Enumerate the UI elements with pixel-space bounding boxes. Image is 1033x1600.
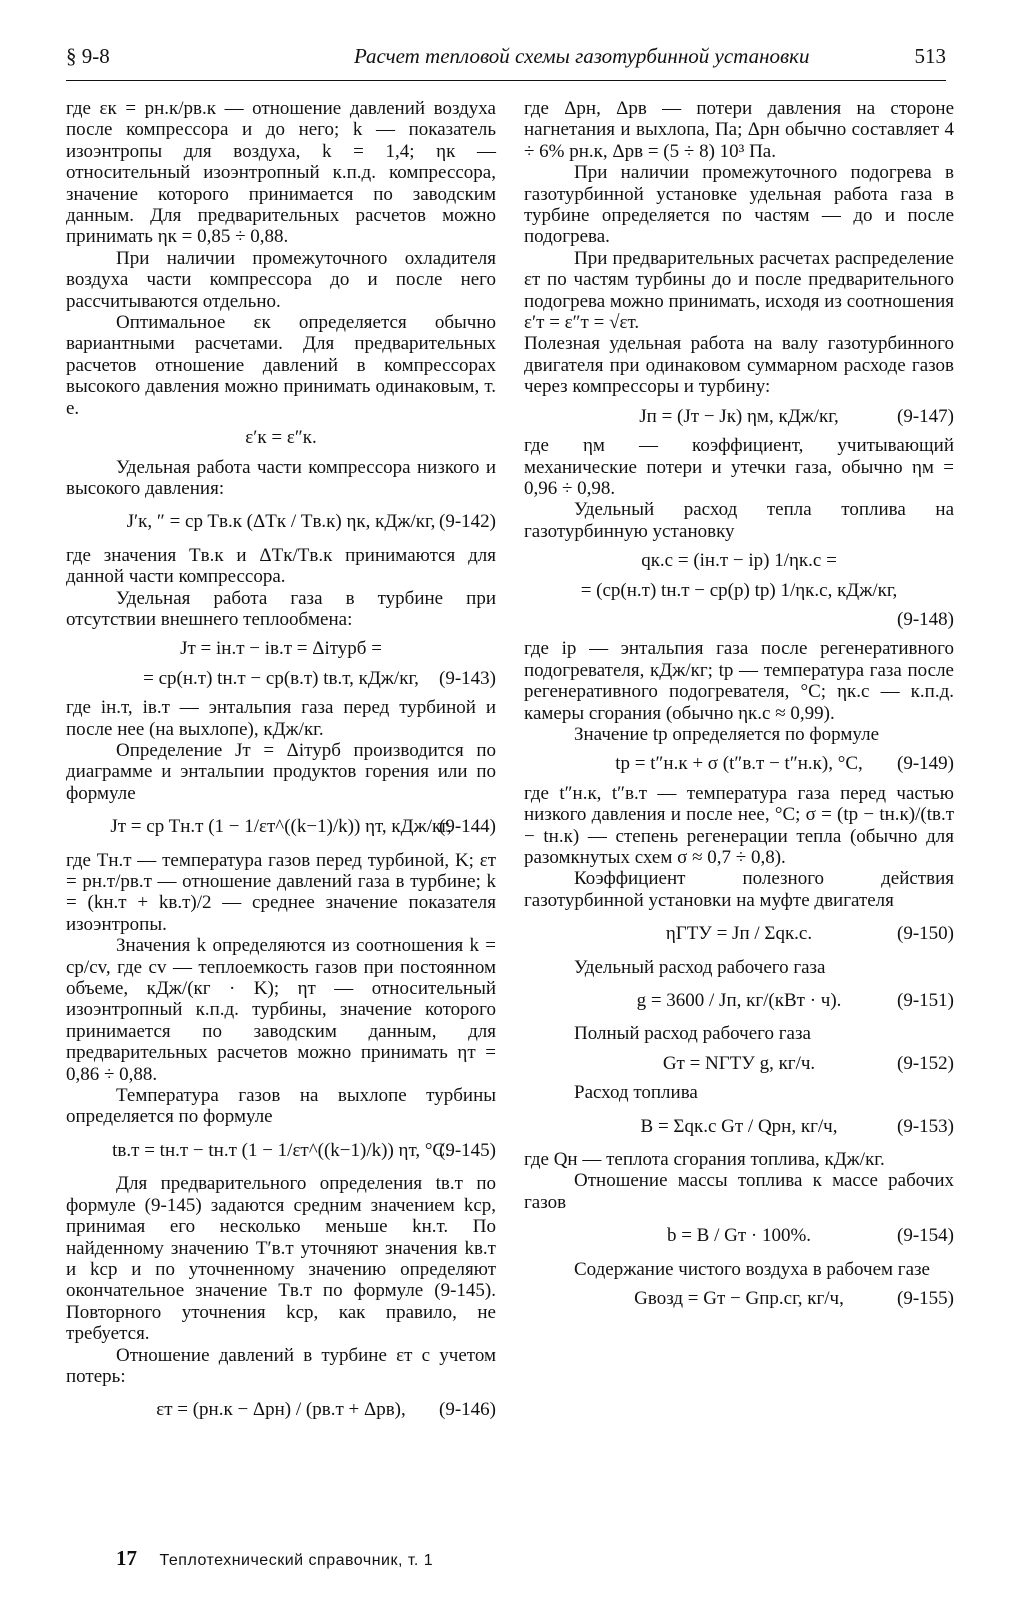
formula-text: Jт = iн.т − iв.т = Δiтурб =: [180, 638, 382, 660]
formula-number: (9-142): [439, 511, 496, 533]
formula-9-144: [66, 816, 496, 837]
formula-9-148-number-row: [524, 609, 954, 630]
paragraph: где ηм — коэффициент, учитывающий механические потери и утечки газа, обычно ηм = 0,96 ÷ 0,98.: [524, 435, 954, 499]
formula-9-143b: [66, 668, 496, 689]
formula-number: (9-152): [897, 1052, 954, 1074]
formula-9-155: [524, 1288, 954, 1309]
formula-9-153: [524, 1116, 954, 1137]
paragraph: Полный расход рабочего газа: [574, 1023, 811, 1045]
formula-number: (9-143): [439, 667, 496, 689]
formula-text: J′к, ″ = cp Tв.к (ΔTк / Tв.к) ηк, кДж/кг,: [126, 511, 436, 533]
formula-text: ε′к = ε″к.: [245, 427, 317, 449]
book-title: Теплотехнический справочник, т. 1: [159, 1552, 434, 1569]
page-footer: [116, 1546, 433, 1571]
formula-text: = (cp(н.т) tн.т − cp(р) tр) 1/ηк.с, кДж/кг,: [580, 579, 898, 601]
paragraph: Температура газов на выхлопе турбины определяется по формуле: [66, 1085, 496, 1128]
paragraph: Коэффициент полезного действия газотурбинной установки на муфте двигателя: [524, 868, 954, 911]
formula-number: (9-148): [897, 608, 954, 630]
paragraph: где Tн.т — температура газов перед турбиной, K; εт = pн.т/pв.т — отношение давлений газа в турбине; k = (kн.т + kв.т)/2 — среднее значение показателя изоэнтропы.: [66, 849, 496, 935]
paragraph: где iр — энтальпия газа после регенеративного подогревателя, кДж/кг; tр — температура газа после регенеративного подогревателя, °C; ηк.с — к.п.д. камеры сгорания (обычно ηк.с ≈ 0,99).: [524, 638, 954, 724]
paragraph: При предварительных расчетах распределение εт по частям турбины до и после предварительного подогрева можно принимать, исходя из соотношения ε′т = ε″т = √εт.: [524, 247, 954, 334]
formula-number: (9-154): [897, 1225, 954, 1247]
formula-number: (9-144): [439, 816, 496, 838]
formula-text: qк.с = (iн.т − iр) 1/ηк.с =: [641, 550, 837, 572]
formula-9-150: [524, 923, 954, 944]
paragraph: Для предварительного определения tв.т по формуле (9-145) задаются средним значением kср, принимая его несколько меньше kн.т. По найденному значению T′в.т уточняют значения kв.т и kср и по уточненному значению определяют окончательное значение Tв.т по формуле (9-145). Повторного уточнения kср, как правило, не требуется.: [66, 1173, 496, 1345]
formula-9-143a: [66, 638, 496, 659]
paragraph: где t″н.к, t″в.т — температура газа перед частью низкого давления и после нее, °C; σ = (tр − tн.к)/(tв.т − tн.к) — степень регенерации тепла (обычно для разомкнутых схем σ ≈ 0,7 ÷ 0,8).: [524, 782, 954, 868]
paragraph: где iн.т, iв.т — энтальпия газа перед турбиной и после нее (на выхлопе), кДж/кг.: [66, 697, 496, 740]
formula-number: (9-153): [897, 1115, 954, 1137]
paragraph: Удельный расход тепла топлива на газотурбинную установку: [524, 499, 954, 542]
paragraph: где εк = pн.к/pв.к — отношение давлений воздуха после компрессора и до него; k — показатель изоэнтропы для воздуха, k = 1,4; ηк — относительный изоэнтропный к.п.д. компрессора, значение которого принимается по заводским данным. Для предварительных расчетов можно принимать ηк = 0,85 ÷ 0,88.: [66, 98, 496, 248]
formula-9-147: [524, 406, 954, 427]
paragraph: При наличии промежуточного подогрева в газотурбинной установке удельная работа газа в турбине определяется по частям — до и после подогрева.: [524, 162, 954, 248]
formula-text: Jп = (Jт − Jк) ηм, кДж/кг,: [639, 405, 839, 427]
formula-9-148a: [524, 550, 954, 571]
formula-eq: [66, 427, 496, 448]
section-number: § 9-8: [66, 44, 110, 68]
paragraph: При наличии промежуточного охладителя воздуха части компрессора до и после него рассчитываются отдельно.: [66, 247, 496, 312]
formula-text: εт = (pн.к − Δpн) / (pв.т + Δpв),: [156, 1399, 406, 1421]
formula-number: (9-150): [897, 923, 954, 945]
formula-text: B = Σqк.с Gт / Qрн, кг/ч,: [640, 1115, 838, 1137]
paragraph: Содержание чистого воздуха в рабочем газе: [574, 1258, 930, 1280]
paragraph: Полезная удельная работа на валу газотурбинного двигателя при одинаковом суммарном расходе газов через компрессоры и турбину:: [524, 333, 954, 398]
formula-text: tр = t″н.к + σ (t″в.т − t″н.к), °C,: [615, 753, 863, 775]
running-title: Расчет тепловой схемы газотурбинной установки: [354, 44, 810, 68]
formula-text: ηГТУ = Jп / Σqк.с.: [665, 923, 813, 945]
paragraph: Оптимальное εк определяется обычно вариантными расчетами. Для предварительных расчетов отношение давлений в компрессорах высокого давления можно принимать одинаковым, т. е.: [66, 312, 496, 419]
page-header: [66, 38, 946, 78]
formula-9-142: [66, 511, 496, 532]
paragraph: Удельный расход рабочего газа: [574, 956, 826, 978]
formula-number: (9-155): [897, 1288, 954, 1310]
paragraph: Удельная работа части компрессора низкого и высокого давления:: [66, 456, 496, 499]
formula-text: Gт = NГТУ g, кг/ч.: [662, 1052, 816, 1074]
formula-9-145: [66, 1140, 496, 1161]
page-number: 513: [914, 44, 946, 68]
formula-text: Gвозд = Gт − Gпр.сг, кг/ч,: [634, 1288, 844, 1310]
paragraph: где значения Tв.к и ΔTк/Tв.к принимаются для данной части компрессора.: [66, 544, 496, 588]
paragraph: Определение Jт = Δiтурб производится по диаграмме и энтальпии продуктов горения или по формуле: [66, 739, 496, 804]
paragraph: Значения k определяются из соотношения k = cp/cv, где cv — теплоемкость газов при постоянном объеме, кДж/(кг · K); ηт — относительный изоэнтропный к.п.д. турбины, значение которого принимается по заводским данным, для предварительных расчетов можно принимать ηт = 0,86 ÷ 0,88.: [66, 935, 496, 1085]
right-column: [524, 98, 954, 1318]
paragraph: Расход топлива: [574, 1082, 698, 1104]
formula-9-149: [524, 753, 954, 774]
formula-number: (9-145): [439, 1139, 496, 1161]
paragraph: где Qн — теплота сгорания топлива, кДж/кг.: [524, 1149, 885, 1171]
formula-9-146: [66, 1399, 496, 1420]
formula-number: (9-147): [897, 405, 954, 427]
paragraph: Удельная работа газа в турбине при отсутствии внешнего теплообмена:: [66, 587, 496, 630]
formula-text: g = 3600 / Jп, кг/(кВт · ч).: [636, 990, 842, 1012]
formula-text: = cp(н.т) tн.т − cp(в.т) tв.т, кДж/кг,: [143, 667, 419, 689]
left-column: [66, 98, 496, 1433]
signature-number: 17: [116, 1546, 137, 1570]
paragraph: где Δpн, Δpв — потери давления на стороне нагнетания и выхлопа, Па; Δpн обычно составляет 4 ÷ 6% pн.к, Δpв = (5 ÷ 8) 10³ Па.: [524, 98, 954, 162]
formula-9-154: [524, 1225, 954, 1246]
formula-text: Jт = cp Tн.т (1 − 1/εт^((k−1)/k)) ηт, кДж/кг,: [110, 816, 452, 838]
formula-9-151: [524, 990, 954, 1011]
formula-9-148b: [524, 580, 954, 601]
paragraph: Значение tр определяется по формуле: [574, 723, 880, 745]
formula-number: (9-151): [897, 990, 954, 1012]
formula-9-152: [524, 1053, 954, 1074]
paragraph: Отношение массы топлива к массе рабочих газов: [524, 1170, 954, 1213]
header-rule: [66, 80, 946, 81]
formula-number: (9-149): [897, 753, 954, 775]
formula-text: b = B / Gт · 100%.: [666, 1225, 812, 1247]
formula-text: tв.т = tн.т − tн.т (1 − 1/εт^((k−1)/k)) ηт, °C.: [112, 1139, 450, 1161]
paragraph: Отношение давлений в турбине εт с учетом потерь:: [66, 1344, 496, 1387]
formula-number: (9-146): [439, 1399, 496, 1421]
